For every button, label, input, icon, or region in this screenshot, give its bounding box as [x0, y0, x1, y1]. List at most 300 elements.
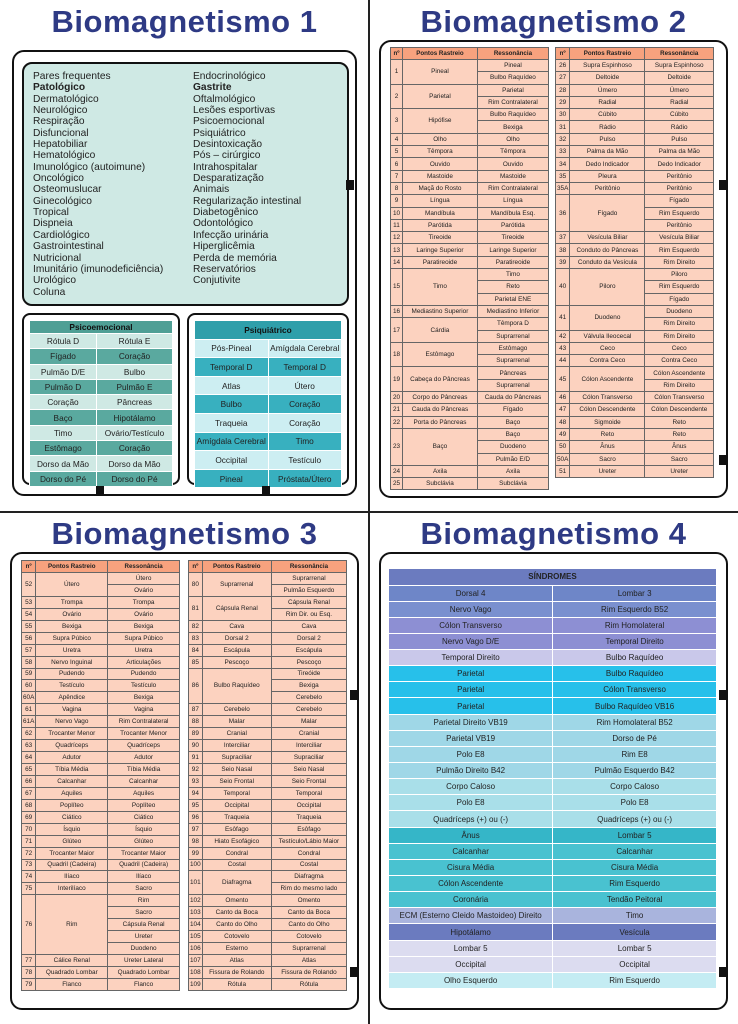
tracking-point: Estômago	[403, 342, 478, 367]
category-item: Lesões esportivas	[193, 105, 276, 117]
point-number: 91	[189, 752, 203, 764]
resonance-point: Supra Espinhoso	[645, 60, 714, 72]
point-number: 77	[22, 955, 36, 967]
tracking-point: Reto	[570, 428, 645, 440]
syndrome-row	[389, 956, 717, 972]
point-number: 59	[22, 668, 36, 680]
resonance-point: Trocanter Maior	[108, 847, 180, 859]
tracking-point: Aquiles	[36, 787, 108, 799]
tracking-point: Duodeno	[570, 305, 645, 330]
resonance-point: Sacro	[108, 907, 180, 919]
resonance-point: Trompa	[108, 596, 180, 608]
tracking-point: Axila	[403, 465, 478, 477]
syndrome-cell: Parietal	[389, 698, 553, 714]
tracking-point: Cabeça do Pâncreas	[403, 367, 478, 392]
resonance-point: Testículo	[108, 680, 180, 692]
tracking-point: Tireoide	[403, 232, 478, 244]
table-row	[556, 305, 714, 317]
table-row	[30, 379, 173, 394]
table-row	[189, 823, 347, 835]
resonance-point: Cauda do Pâncreas	[477, 392, 548, 404]
table-row	[556, 428, 714, 440]
syndrome-cell: Quadríceps (+) ou (-)	[553, 811, 717, 827]
resonance-point: Diafragma	[271, 871, 346, 883]
table-row	[189, 895, 347, 907]
table-row	[556, 404, 714, 416]
resonance-point: Flanco	[108, 978, 180, 990]
syndrome-cell: Olho Esquerdo	[389, 972, 553, 988]
resonance-point: Laringe Superior	[477, 244, 548, 256]
resonance-point: Cerebelo	[271, 692, 346, 704]
table-row	[189, 668, 347, 680]
frame-tab	[96, 486, 104, 496]
table-cell: Pós-Pineal	[195, 339, 269, 358]
syndrome-cell: Bulbo Raquídeo	[553, 650, 717, 666]
syndrome-row	[389, 876, 717, 892]
resonance-point: Rim Dir. ou Esq.	[271, 608, 346, 620]
resonance-point: Pulso	[645, 133, 714, 145]
point-number: 103	[189, 907, 203, 919]
table-row	[30, 395, 173, 410]
point-number: 27	[556, 72, 570, 84]
tracking-point: Diafragma	[202, 871, 271, 895]
points-table-left	[390, 47, 549, 490]
syndrome-row	[389, 940, 717, 956]
category-item: Ginecológico	[33, 195, 92, 207]
tracking-point: Costal	[202, 859, 271, 871]
table-cell: Baço	[30, 410, 97, 425]
category-item: Pós – cirúrgico	[193, 150, 261, 162]
table-header-cell: Ressonância	[645, 48, 714, 60]
table-header-row	[556, 48, 714, 60]
resonance-point: Uretra	[108, 644, 180, 656]
resonance-point: Duodeno	[645, 305, 714, 317]
tracking-point: Ciático	[36, 811, 108, 823]
point-number: 82	[189, 620, 203, 632]
point-number: 92	[189, 764, 203, 776]
category-item: Hepatobiliar	[33, 139, 88, 151]
syndrome-cell: Corpo Caloso	[389, 779, 553, 795]
syndrome-cell: Calcanhar	[553, 843, 717, 859]
resonance-point: Pulmão E/D	[477, 453, 548, 465]
table-row	[22, 692, 180, 704]
tracking-point: Trompa	[36, 596, 108, 608]
resonance-point: Condral	[271, 847, 346, 859]
resonance-point: Pineal	[477, 60, 548, 72]
tracking-point: Pineal	[403, 60, 478, 85]
point-number: 74	[22, 871, 36, 883]
table-cell: Dorso do Pé	[30, 471, 97, 486]
tracking-point: Supraciliar	[202, 752, 271, 764]
resonance-point: Pâncreas	[477, 367, 548, 379]
table-header-cell: nº	[391, 48, 403, 60]
tracking-point: Timo	[403, 269, 478, 306]
point-number: 14	[391, 256, 403, 268]
table-row	[189, 955, 347, 967]
syndrome-row	[389, 859, 717, 875]
tracking-point: Temporal	[202, 787, 271, 799]
resonance-point: Mastoide	[477, 170, 548, 182]
point-number: 70	[22, 823, 36, 835]
point-number: 43	[556, 342, 570, 354]
table-row	[391, 244, 549, 256]
syndrome-cell: Dorso de Pé	[553, 730, 717, 746]
syndrome-row	[389, 682, 717, 698]
table-row	[391, 404, 549, 416]
tracking-point: Trocanter Maior	[36, 847, 108, 859]
syndrome-row	[389, 972, 717, 988]
frame-tab	[719, 455, 727, 465]
table-row	[556, 121, 714, 133]
table-row	[30, 349, 173, 364]
tracking-point: Omento	[202, 895, 271, 907]
tracking-point: Peritônio	[570, 182, 645, 194]
tracking-point: Bexiga	[36, 620, 108, 632]
table-header-cell: Ressonância	[108, 561, 180, 573]
table-row	[556, 72, 714, 84]
table-row	[189, 978, 347, 990]
resonance-point: Fígado	[645, 293, 714, 305]
point-number: 17	[391, 318, 403, 343]
table-row	[391, 133, 549, 145]
resonance-point: Cava	[271, 620, 346, 632]
point-number: 2	[391, 84, 403, 109]
table-row	[22, 728, 180, 740]
tracking-point: Tíbia Média	[36, 764, 108, 776]
syndrome-cell: ECM (Esterno Cleido Mastoideo) Direito	[389, 908, 553, 924]
tracking-point: Supra Púbico	[36, 632, 108, 644]
resonance-point: Rim Direito	[645, 330, 714, 342]
syndrome-cell: Bulbo Raquídeo	[553, 666, 717, 682]
resonance-point: Tireoide	[477, 232, 548, 244]
table-header-cell: nº	[189, 561, 203, 573]
table-row	[22, 811, 180, 823]
syndrome-cell: Nervo Vago	[389, 601, 553, 617]
tracking-point: Maçã do Rosto	[403, 182, 478, 194]
tracking-point: Quadríceps	[36, 740, 108, 752]
point-number: 108	[189, 966, 203, 978]
table-row	[556, 244, 714, 256]
point-number: 37	[556, 232, 570, 244]
resonance-point: Têmpora D	[477, 318, 548, 330]
tracking-point: Cólon Descendente	[570, 404, 645, 416]
resonance-point: Omento	[271, 895, 346, 907]
table-row	[391, 158, 549, 170]
table-row	[195, 413, 342, 432]
resonance-point: Rim Direito	[645, 318, 714, 330]
resonance-point: Piloro	[645, 269, 714, 281]
point-number: 99	[189, 847, 203, 859]
point-number: 42	[556, 330, 570, 342]
table-cell: Traqueia	[195, 413, 269, 432]
tracking-point: Nervo Vago	[36, 716, 108, 728]
table-row	[391, 232, 549, 244]
category-item: Odontológico	[193, 218, 254, 230]
tracking-point: Conduto da Vesícula	[570, 256, 645, 268]
resonance-point: Baço	[477, 416, 548, 428]
quadrant-biomagnetismo-2	[369, 0, 738, 512]
resonance-point: Suprarrenal	[477, 379, 548, 391]
table-row	[195, 339, 342, 358]
resonance-point: Atlas	[271, 955, 346, 967]
table-header-row	[195, 321, 342, 340]
tracking-point: Interilíaco	[36, 883, 108, 895]
resonance-point: Língua	[477, 195, 548, 207]
syndrome-cell: Rim Esquerdo B52	[553, 601, 717, 617]
table-cell: Coração	[268, 395, 342, 414]
tracking-point: Subclávia	[403, 478, 478, 490]
table-row	[22, 764, 180, 776]
table-row	[391, 465, 549, 477]
horizontal-divider	[0, 511, 738, 513]
category-item: Tropical	[33, 207, 69, 219]
point-number: 67	[22, 787, 36, 799]
categories-column-2	[193, 71, 301, 287]
point-number: 20	[391, 392, 403, 404]
resonance-point: Cólon Ascendente	[645, 367, 714, 379]
syndrome-cell: Temporal Direito	[389, 650, 553, 666]
tracking-point: Rótula	[202, 978, 271, 990]
point-number: 31	[556, 121, 570, 133]
point-number: 96	[189, 811, 203, 823]
category-item: Animais	[193, 184, 230, 196]
point-number: 61	[22, 704, 36, 716]
resonance-point: Cápsula Renal	[271, 596, 346, 608]
syndrome-cell: Pulmão Direito B42	[389, 763, 553, 779]
point-number: 55	[22, 620, 36, 632]
resonance-point: Bexiga	[108, 692, 180, 704]
point-number: 90	[189, 740, 203, 752]
table-row	[556, 269, 714, 281]
point-number: 78	[22, 966, 36, 978]
category-item: Gastrite	[193, 82, 232, 94]
table-cell: Pulmão D/E	[30, 364, 97, 379]
table-row	[22, 656, 180, 668]
point-number: 26	[556, 60, 570, 72]
resonance-point: Trocanter Menor	[108, 728, 180, 740]
syndrome-cell: Corpo Caloso	[553, 779, 717, 795]
frame-tab	[346, 180, 354, 190]
tracking-point: Esôfago	[202, 823, 271, 835]
table-cell: Pâncreas	[97, 395, 173, 410]
syndrome-cell: Polo E8	[389, 746, 553, 762]
tracking-point: Contra Ceco	[570, 355, 645, 367]
resonance-point: Canto do Olho	[271, 919, 346, 931]
table-row	[391, 182, 549, 194]
table-row	[391, 428, 549, 440]
table-row	[30, 471, 173, 486]
table-header-row	[30, 321, 173, 334]
tracking-point: Esterno	[202, 943, 271, 955]
resonance-point: Mandíbula Esq.	[477, 207, 548, 219]
category-item: Regularização intestinal	[193, 195, 302, 207]
table-row	[195, 358, 342, 377]
resonance-point: Bexiga	[108, 620, 180, 632]
syndrome-row	[389, 908, 717, 924]
quadrant-biomagnetismo-1	[0, 0, 369, 512]
syndrome-row	[389, 746, 717, 762]
table-row	[22, 668, 180, 680]
table-header-row	[189, 561, 347, 573]
resonance-point: Estômago	[477, 342, 548, 354]
table-row	[22, 966, 180, 978]
resonance-point: Cotovelo	[271, 931, 346, 943]
syndrome-cell: Lombar 3	[553, 585, 717, 601]
table-cell: Rótula E	[97, 334, 173, 349]
tracking-point: Ísquio	[36, 823, 108, 835]
point-number: 64	[22, 752, 36, 764]
resonance-point: Rim Contralateral	[477, 96, 548, 108]
table-header-cell: nº	[556, 48, 570, 60]
tracking-point: Cranial	[202, 728, 271, 740]
tracking-point: Pescoço	[202, 656, 271, 668]
category-item: Nutricional	[33, 252, 82, 264]
table-row	[556, 367, 714, 379]
tracking-point: Mastoide	[403, 170, 478, 182]
point-number: 9	[391, 195, 403, 207]
table-row	[22, 740, 180, 752]
point-number: 50A	[556, 453, 570, 465]
resonance-point: Poplíteo	[108, 799, 180, 811]
point-number: 81	[189, 596, 203, 620]
syndrome-row	[389, 730, 717, 746]
tracking-point: Atlas	[202, 955, 271, 967]
table-row	[391, 195, 549, 207]
point-number: 40	[556, 269, 570, 306]
table-row	[556, 195, 714, 207]
tracking-point: Quadrado Lombar	[36, 966, 108, 978]
tracking-point: Língua	[403, 195, 478, 207]
point-number: 109	[189, 978, 203, 990]
point-number: 30	[556, 109, 570, 121]
resonance-point: Cúbito	[645, 109, 714, 121]
syndrome-cell: Pulmão Esquerdo B42	[553, 763, 717, 779]
table-row	[22, 787, 180, 799]
resonance-point: Tíbia Média	[108, 764, 180, 776]
resonance-point: Útero	[108, 573, 180, 585]
syndrome-cell: Coronária	[389, 892, 553, 908]
category-item: Diabetogênico	[193, 207, 259, 219]
table-row	[22, 883, 180, 895]
point-number: 11	[391, 219, 403, 231]
table-row	[556, 441, 714, 453]
resonance-point: Esôfago	[271, 823, 346, 835]
resonance-point: Olho	[477, 133, 548, 145]
syndrome-row	[389, 650, 717, 666]
resonance-point: Ceco	[645, 342, 714, 354]
resonance-point: Pescoço	[271, 656, 346, 668]
table-row	[556, 465, 714, 477]
syndrome-cell: Parietal	[389, 682, 553, 698]
resonance-point: Canto da Boca	[271, 907, 346, 919]
point-number: 89	[189, 728, 203, 740]
tracking-point: Hipófise	[403, 109, 478, 134]
point-number: 75	[22, 883, 36, 895]
point-number: 6	[391, 158, 403, 170]
category-item: Patológico	[33, 82, 86, 94]
table-row	[189, 764, 347, 776]
tracking-point: Poplíteo	[36, 799, 108, 811]
resonance-point: Testículo/Lábio Maior	[271, 835, 346, 847]
table-cell: Dorso do Pé	[97, 471, 173, 486]
point-number: 50	[556, 441, 570, 453]
syndrome-cell: Cólon Transverso	[553, 682, 717, 698]
point-number: 36	[556, 195, 570, 232]
resonance-point: Rim Direito	[645, 256, 714, 268]
point-number: 22	[391, 416, 403, 428]
table-row	[22, 895, 180, 907]
point-number: 18	[391, 342, 403, 367]
table-row	[22, 835, 180, 847]
resonance-point: Ureter	[645, 465, 714, 477]
point-number: 107	[189, 955, 203, 967]
resonance-point: Peritônio	[645, 170, 714, 182]
point-number: 7	[391, 170, 403, 182]
table-row	[189, 596, 347, 608]
table-row	[189, 752, 347, 764]
point-number: 97	[189, 823, 203, 835]
table-row	[189, 704, 347, 716]
table-row	[189, 799, 347, 811]
table-row	[22, 871, 180, 883]
syndrome-row	[389, 795, 717, 811]
resonance-point: Sacro	[108, 883, 180, 895]
tracking-point: Radial	[570, 96, 645, 108]
resonance-point: Baço	[477, 428, 548, 440]
resonance-point: Pudendo	[108, 668, 180, 680]
table-row	[22, 978, 180, 990]
point-number: 61A	[22, 716, 36, 728]
table-row	[22, 620, 180, 632]
resonance-point: Calcanhar	[108, 775, 180, 787]
tracking-point: Testículo	[36, 680, 108, 692]
resonance-point: Costal	[271, 859, 346, 871]
table-row	[391, 84, 549, 96]
table-row	[189, 573, 347, 585]
table-header-row	[22, 561, 180, 573]
resonance-point: Pulmão Esquerdo	[271, 584, 346, 596]
syndrome-cell: Polo E8	[553, 795, 717, 811]
point-number: 15	[391, 269, 403, 306]
point-number: 85	[189, 656, 203, 668]
table-header-cell: Pontos Rastreio	[36, 561, 108, 573]
tracking-point: Corpo do Pâncreas	[403, 392, 478, 404]
tracking-point: Vagina	[36, 704, 108, 716]
point-number: 29	[556, 96, 570, 108]
resonance-point: Cólon Descendente	[645, 404, 714, 416]
table-row	[189, 620, 347, 632]
resonance-point: Ilíaco	[108, 871, 180, 883]
syndrome-cell: Vesícula	[553, 924, 717, 940]
resonance-point: Rim Contralateral	[477, 182, 548, 194]
tracking-point: Ânus	[570, 441, 645, 453]
resonance-point: Parótida	[477, 219, 548, 231]
table-row	[189, 728, 347, 740]
point-number: 12	[391, 232, 403, 244]
table-row	[556, 392, 714, 404]
table-cell: Atlas	[195, 376, 269, 395]
table-cell: Bulbo	[97, 364, 173, 379]
table-row	[391, 392, 549, 404]
point-number: 52	[22, 573, 36, 597]
syndrome-row	[389, 601, 717, 617]
resonance-point: Paratireoide	[477, 256, 548, 268]
table-row	[189, 787, 347, 799]
tracking-point: Interciliar	[202, 740, 271, 752]
quadrant-biomagnetismo-4	[369, 512, 738, 1024]
table-header-row	[391, 48, 549, 60]
table-row	[22, 680, 180, 692]
